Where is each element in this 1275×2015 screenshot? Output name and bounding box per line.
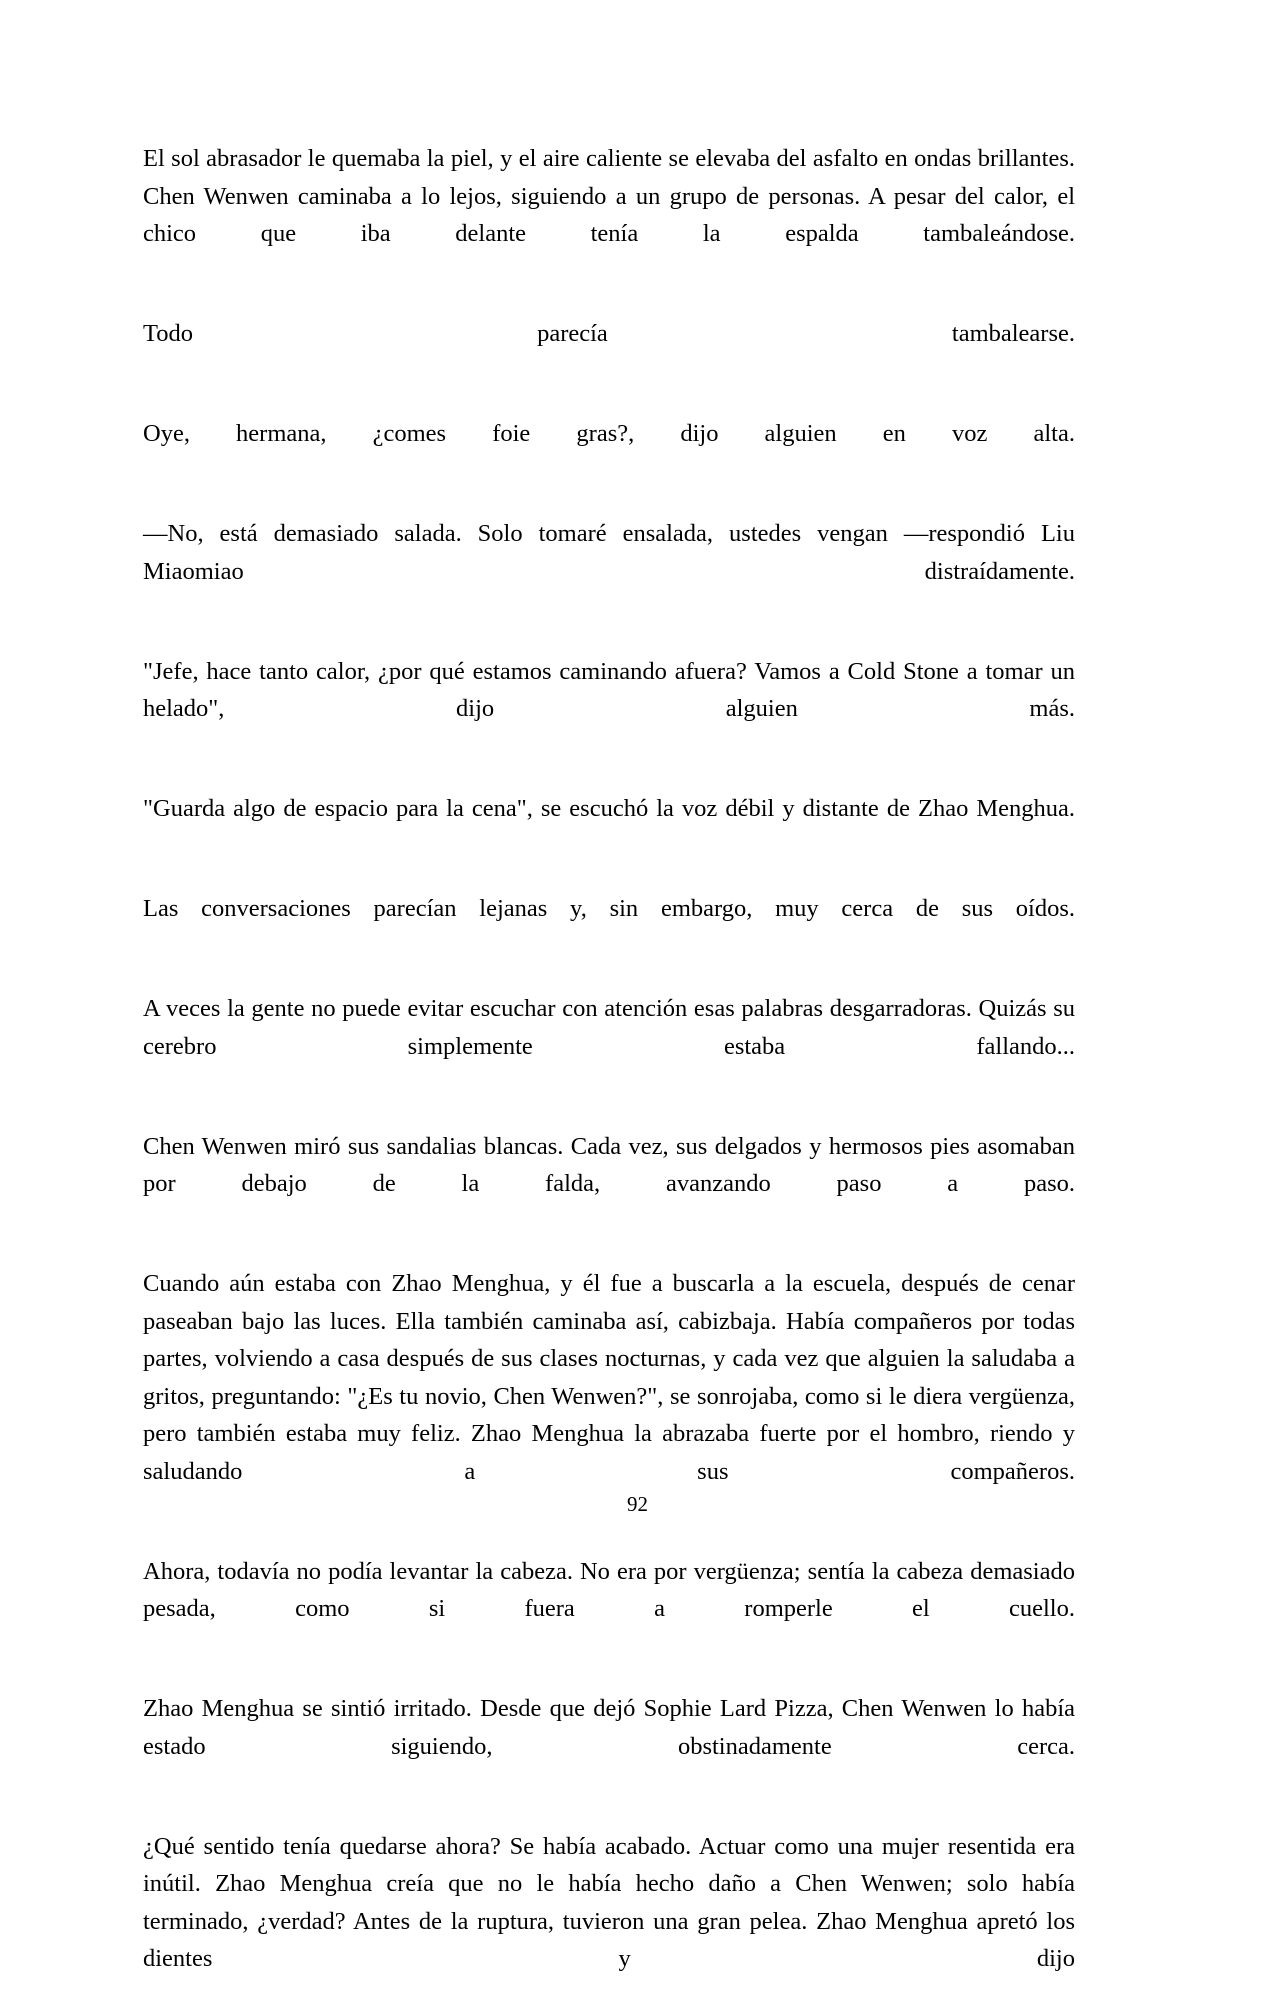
paragraph: ¿Qué sentido tenía quedarse ahora? Se había acabado. Actuar como una mujer resentida era inútil. Zhao Menghua creía que no le había hecho daño a Chen Wenwen; solo había terminado, ¿verdad? Antes de la ruptura, tuvieron una gran pelea. Zhao Menghua apretó los dientes y dijo [143,1828,1075,2015]
paragraph: "Jefe, hace tanto calor, ¿por qué estamos caminando afuera? Vamos a Cold Stone a tomar un helado", dijo alguien más. [143,653,1075,766]
paragraph: —No, está demasiado salada. Solo tomaré ensalada, ustedes vengan —respondió Liu Miaomiao distraídamente. [143,515,1075,628]
paragraph: "Guarda algo de espacio para la cena", se escuchó la voz débil y distante de Zhao Menghua. [143,790,1075,865]
paragraph: Cuando aún estaba con Zhao Menghua, y él fue a buscarla a la escuela, después de cenar paseaban bajo las luces. Ella también caminaba así, cabizbaja. Había compañeros por todas partes, volviendo a casa después de sus clases nocturnas, y cada vez que alguien la saludaba a gritos, preguntando: "¿Es tu novio, Chen Wenwen?", se sonrojaba, como si le diera vergüenza, pero también estaba muy feliz. Zhao Menghua la abrazaba fuerte por el hombro, riendo y saludando a sus compañeros. [143,1265,1075,1528]
paragraph: El sol abrasador le quemaba la piel, y el aire caliente se elevaba del asfalto en ondas brillantes. Chen Wenwen caminaba a lo lejos, siguiendo a un grupo de personas. A pesar del calor, el chico que iba delante tenía la espalda tambaleándose. [143,140,1075,290]
paragraph: Ahora, todavía no podía levantar la cabeza. No era por vergüenza; sentía la cabeza demasiado pesada, como si fuera a romperle el cuello. [143,1553,1075,1666]
paragraph: Las conversaciones parecían lejanas y, sin embargo, muy cerca de sus oídos. [143,890,1075,965]
page-body-text [143,140,1075,2015]
paragraph: Zhao Menghua se sintió irritado. Desde que dejó Sophie Lard Pizza, Chen Wenwen lo había estado siguiendo, obstinadamente cerca. [143,1690,1075,1803]
paragraph: Oye, hermana, ¿comes foie gras?, dijo alguien en voz alta. [143,415,1075,490]
paragraph: Chen Wenwen miró sus sandalias blancas. Cada vez, sus delgados y hermosos pies asomaban por debajo de la falda, avanzando paso a paso. [143,1128,1075,1241]
paragraph: Todo parecía tambalearse. [143,315,1075,390]
page-number: 92 [0,1492,1275,1516]
paragraph: A veces la gente no puede evitar escuchar con atención esas palabras desgarradoras. Quizás su cerebro simplemente estaba fallando... [143,990,1075,1103]
